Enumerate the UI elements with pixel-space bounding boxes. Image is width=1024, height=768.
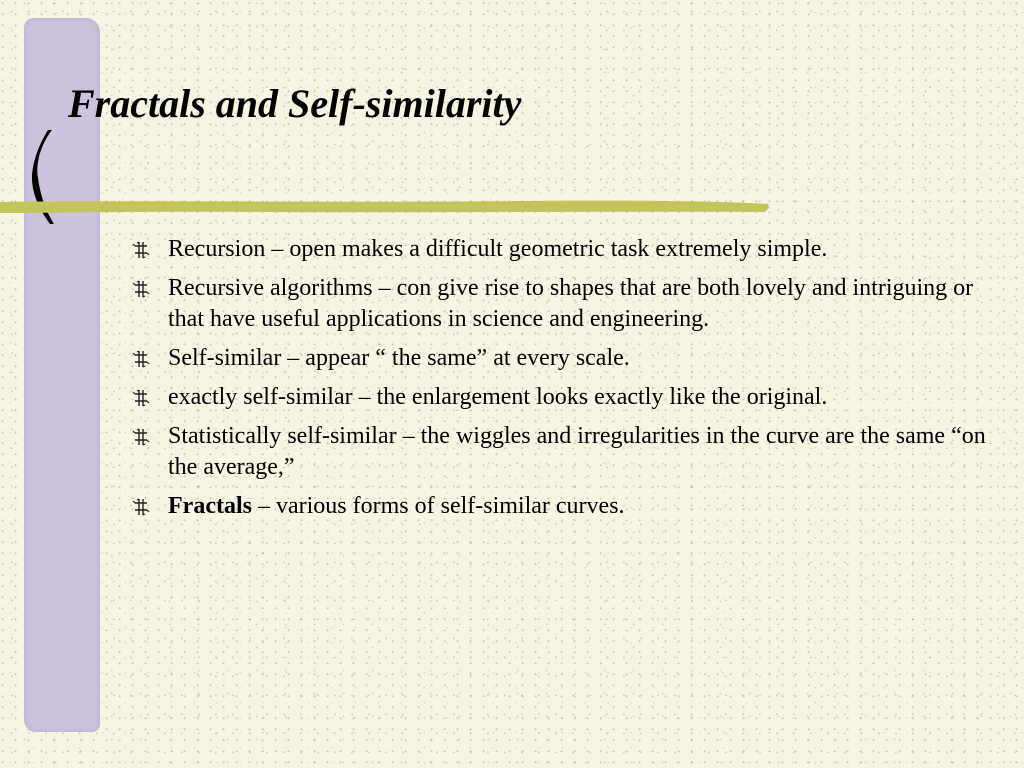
pinwheel-bullet-icon [132, 350, 150, 368]
bullet-bold-text: Fractals [168, 493, 252, 519]
slide-title: Fractals and Self-similarity [68, 81, 522, 126]
pinwheel-bullet-icon [132, 280, 150, 298]
bullet-text: Recursion – open makes a difficult geometric task extremely simple. [168, 236, 828, 262]
bullet-item [128, 343, 998, 374]
bullet-text: – various forms of self-similar curves. [251, 493, 625, 519]
bullet-item [128, 234, 998, 265]
pinwheel-bullet-icon [132, 241, 150, 259]
bullet-text: exactly self-similar – the enlargement looks exactly like the original. [168, 384, 828, 410]
title-underline-rule [0, 197, 770, 217]
pinwheel-bullet-icon [132, 498, 150, 516]
bullet-text: Recursive algorithms – con give rise to shapes that are both lovely and intriguing or that have useful applications in science and engineering. [168, 275, 974, 332]
bullet-item [128, 421, 998, 483]
bullet-text: Self-similar – appear “ the same” at every scale. [168, 345, 630, 371]
bullet-item [128, 382, 998, 413]
bullet-item [128, 491, 998, 522]
bullet-item [128, 273, 998, 335]
bullet-text: Statistically self-similar – the wiggles and irregularities in the curve are the same “on the average,” [168, 423, 986, 480]
bullet-list [128, 234, 998, 530]
pinwheel-bullet-icon [132, 389, 150, 407]
pinwheel-bullet-icon [132, 428, 150, 446]
